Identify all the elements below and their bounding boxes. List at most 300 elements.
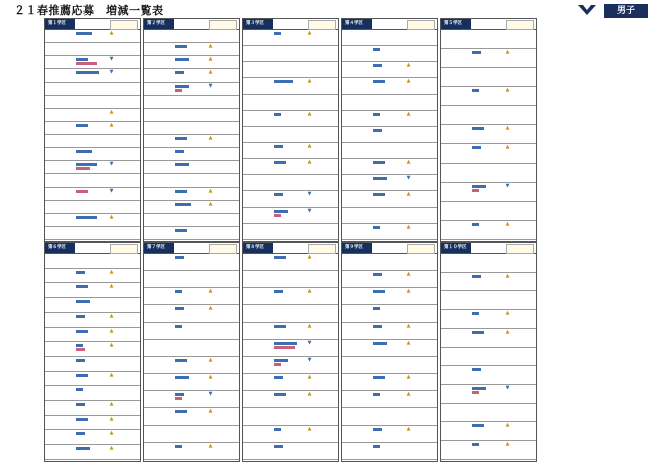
table-row — [144, 30, 239, 43]
up-arrow-icon: ▲ — [307, 110, 312, 117]
table-row — [45, 313, 140, 328]
table-row — [441, 310, 536, 329]
table-row — [342, 127, 437, 143]
panel-header — [45, 243, 140, 254]
increase-bar — [76, 432, 85, 435]
table-row — [45, 342, 140, 357]
table-row — [45, 416, 140, 431]
table-row — [144, 391, 239, 408]
up-arrow-icon: ▲ — [109, 312, 114, 319]
increase-bar — [274, 445, 283, 448]
table-row — [342, 95, 437, 111]
increase-bar — [76, 124, 87, 127]
panel-rows — [144, 254, 239, 461]
panel-rows — [243, 30, 338, 241]
table-row — [144, 161, 239, 174]
page-title: ２１春推薦応募 増減一覧表 — [14, 4, 164, 17]
table-row — [342, 46, 437, 62]
district-panel — [242, 242, 339, 462]
table-row — [243, 426, 338, 443]
panel-legend-box — [209, 244, 238, 254]
up-arrow-icon: ▲ — [505, 422, 510, 429]
increase-bar — [373, 80, 384, 83]
table-row — [144, 357, 239, 374]
increase-bar — [175, 85, 189, 88]
table-row — [45, 269, 140, 284]
panel-rows — [342, 30, 437, 241]
table-row — [45, 401, 140, 416]
up-arrow-icon: ▲ — [406, 391, 411, 398]
table-row — [243, 391, 338, 408]
table-row — [441, 164, 536, 183]
up-arrow-icon: ▲ — [109, 371, 114, 378]
up-arrow-icon: ▲ — [208, 408, 213, 415]
panel-rows — [243, 254, 338, 461]
increase-bar — [373, 129, 382, 132]
up-arrow-icon: ▲ — [505, 125, 510, 132]
panel-header — [441, 243, 536, 254]
table-row — [144, 443, 239, 460]
increase-bar — [76, 418, 87, 421]
table-row — [144, 148, 239, 161]
table-row — [342, 374, 437, 391]
increase-bar — [175, 307, 184, 310]
up-arrow-icon: ▲ — [109, 283, 114, 290]
table-row — [144, 305, 239, 322]
panel-header — [144, 243, 239, 254]
table-row — [441, 422, 536, 441]
table-row — [342, 191, 437, 207]
table-row — [441, 144, 536, 163]
panel-title: 第６学区 — [45, 243, 75, 253]
up-arrow-icon: ▲ — [208, 356, 213, 363]
up-arrow-icon: ▲ — [505, 328, 510, 335]
up-arrow-icon: ▲ — [505, 441, 510, 448]
increase-bar — [76, 71, 99, 74]
table-row — [45, 148, 140, 161]
increase-bar — [373, 445, 380, 448]
up-arrow-icon: ▲ — [307, 391, 312, 398]
increase-bar — [274, 393, 285, 396]
increase-bar — [373, 325, 382, 328]
increase-bar — [274, 256, 285, 259]
table-row — [243, 62, 338, 78]
panel-title: 第１学区 — [45, 19, 75, 29]
up-arrow-icon: ▲ — [505, 144, 510, 151]
increase-bar — [373, 307, 380, 310]
table-row — [243, 143, 338, 159]
panel-legend-box — [506, 20, 535, 30]
increase-bar — [76, 344, 83, 347]
table-row — [441, 183, 536, 202]
increase-bar — [472, 185, 486, 188]
up-arrow-icon: ▲ — [406, 191, 411, 198]
panel-title: 第２学区 — [144, 19, 174, 29]
down-arrow-icon: ▼ — [109, 69, 114, 76]
table-row — [243, 111, 338, 127]
down-arrow-icon: ▼ — [406, 175, 411, 182]
table-row — [45, 227, 140, 240]
up-arrow-icon: ▲ — [208, 288, 213, 295]
increase-bar — [76, 447, 90, 450]
table-row — [342, 271, 437, 288]
increase-bar — [472, 89, 479, 92]
table-row — [144, 56, 239, 69]
increase-bar — [373, 393, 380, 396]
increase-bar — [76, 315, 85, 318]
increase-bar — [274, 376, 283, 379]
table-row — [144, 83, 239, 96]
up-arrow-icon: ▲ — [505, 272, 510, 279]
increase-bar — [373, 64, 382, 67]
increase-bar — [175, 359, 186, 362]
table-row — [243, 443, 338, 460]
decrease-bar — [76, 348, 85, 351]
increase-bar — [175, 376, 189, 379]
down-arrow-icon: ▼ — [208, 391, 213, 398]
increase-bar — [175, 393, 184, 396]
table-row — [441, 348, 536, 367]
district-panel — [341, 18, 438, 242]
table-row — [45, 445, 140, 460]
table-row — [441, 329, 536, 348]
increase-bar — [175, 229, 186, 232]
table-row — [342, 159, 437, 175]
table-row — [45, 430, 140, 445]
table-row — [144, 69, 239, 82]
increase-bar — [274, 113, 281, 116]
panel-header — [441, 19, 536, 30]
increase-bar — [472, 387, 486, 390]
down-arrow-icon: ▼ — [307, 207, 312, 214]
up-arrow-icon: ▲ — [109, 342, 114, 349]
increase-bar — [274, 428, 281, 431]
table-row — [144, 214, 239, 227]
up-arrow-icon: ▲ — [208, 43, 213, 50]
up-arrow-icon: ▲ — [406, 322, 411, 329]
increase-bar — [76, 58, 87, 61]
increase-bar — [373, 113, 380, 116]
decrease-bar — [472, 391, 479, 394]
up-arrow-icon: ▲ — [208, 200, 213, 207]
decrease-bar — [274, 346, 295, 349]
panel-rows — [441, 30, 536, 241]
table-row — [144, 271, 239, 288]
table-row — [45, 372, 140, 387]
increase-bar — [373, 226, 380, 229]
district-panel — [44, 242, 141, 462]
table-row — [441, 404, 536, 423]
down-arrow-icon: ▼ — [109, 161, 114, 168]
down-arrow-icon: ▼ — [307, 339, 312, 346]
increase-bar — [274, 359, 288, 362]
table-row — [144, 408, 239, 425]
table-row — [45, 201, 140, 214]
up-arrow-icon: ▲ — [208, 374, 213, 381]
table-row — [144, 340, 239, 357]
table-row — [243, 46, 338, 62]
up-arrow-icon: ▲ — [109, 121, 114, 128]
decrease-bar — [274, 363, 281, 366]
panel-rows — [342, 254, 437, 461]
increase-bar — [175, 150, 184, 153]
increase-bar — [274, 145, 283, 148]
table-row — [342, 323, 437, 340]
table-row — [441, 68, 536, 87]
table-row — [441, 441, 536, 460]
up-arrow-icon: ▲ — [307, 425, 312, 432]
table-row — [441, 385, 536, 404]
table-row — [45, 161, 140, 174]
table-row — [441, 49, 536, 68]
table-row — [45, 109, 140, 122]
up-arrow-icon: ▲ — [406, 288, 411, 295]
panel-rows — [45, 30, 140, 241]
table-row — [441, 254, 536, 273]
district-panel — [143, 242, 240, 462]
table-row — [441, 87, 536, 106]
increase-bar — [175, 410, 186, 413]
up-arrow-icon: ▲ — [307, 288, 312, 295]
increase-bar — [76, 374, 87, 377]
down-arrow-icon: ▼ — [109, 56, 114, 63]
increase-bar — [373, 177, 387, 180]
up-arrow-icon: ▲ — [109, 415, 114, 422]
table-row — [45, 188, 140, 201]
table-row — [45, 56, 140, 69]
up-arrow-icon: ▲ — [307, 322, 312, 329]
district-panel — [242, 18, 339, 242]
down-arrow-icon: ▼ — [505, 182, 510, 189]
increase-bar — [76, 163, 97, 166]
table-row — [144, 374, 239, 391]
increase-bar — [472, 424, 483, 427]
increase-bar — [274, 32, 281, 35]
table-row — [45, 254, 140, 269]
table-row — [144, 96, 239, 109]
table-row — [342, 305, 437, 322]
crest-logo-icon — [577, 4, 597, 16]
increase-bar — [76, 300, 90, 303]
up-arrow-icon: ▲ — [109, 213, 114, 220]
table-row — [144, 227, 239, 240]
table-row — [243, 408, 338, 425]
increase-bar — [274, 290, 283, 293]
panel-header — [342, 19, 437, 30]
increase-bar — [175, 137, 186, 140]
up-arrow-icon: ▲ — [505, 220, 510, 227]
increase-bar — [472, 275, 481, 278]
panel-legend-box — [407, 244, 436, 254]
up-arrow-icon: ▲ — [208, 69, 213, 76]
table-row — [342, 208, 437, 224]
table-row — [45, 30, 140, 43]
district-panel — [143, 18, 240, 242]
district-panel — [440, 242, 537, 462]
up-arrow-icon: ▲ — [109, 430, 114, 437]
down-arrow-icon: ▼ — [307, 191, 312, 198]
up-arrow-icon: ▲ — [307, 374, 312, 381]
panel-legend-box — [308, 20, 337, 30]
gender-badge: 男子 — [604, 4, 648, 18]
increase-bar — [373, 193, 384, 196]
decrease-bar — [76, 62, 97, 65]
increase-bar — [175, 58, 189, 61]
increase-bar — [274, 210, 288, 213]
table-row — [45, 328, 140, 343]
up-arrow-icon: ▲ — [406, 271, 411, 278]
district-panel — [440, 18, 537, 242]
table-row — [441, 30, 536, 49]
table-row — [45, 283, 140, 298]
increase-bar — [472, 312, 479, 315]
increase-bar — [175, 256, 184, 259]
table-row — [243, 30, 338, 46]
increase-bar — [274, 161, 285, 164]
up-arrow-icon: ▲ — [406, 425, 411, 432]
panel-legend-box — [506, 244, 535, 254]
up-arrow-icon: ▲ — [109, 327, 114, 334]
table-row — [243, 374, 338, 391]
district-panel — [341, 242, 438, 462]
increase-bar — [175, 445, 182, 448]
table-row — [243, 191, 338, 207]
table-row — [144, 43, 239, 56]
panel-rows — [144, 30, 239, 241]
table-row — [243, 340, 338, 357]
panel-legend-box — [407, 20, 436, 30]
table-row — [243, 224, 338, 240]
table-row — [441, 291, 536, 310]
increase-bar — [76, 32, 92, 35]
increase-bar — [274, 325, 285, 328]
up-arrow-icon: ▲ — [406, 62, 411, 69]
increase-bar — [76, 285, 87, 288]
increase-bar — [76, 216, 97, 219]
decrease-bar — [76, 190, 87, 193]
panel-title: 第９学区 — [342, 243, 372, 253]
panel-title: 第４学区 — [342, 19, 372, 29]
decrease-bar — [175, 397, 182, 400]
panel-header — [342, 243, 437, 254]
increase-bar — [175, 163, 189, 166]
table-row — [441, 125, 536, 144]
increase-bar — [373, 342, 387, 345]
increase-bar — [175, 203, 191, 206]
table-row — [342, 391, 437, 408]
up-arrow-icon: ▲ — [109, 30, 114, 36]
increase-bar — [175, 71, 184, 74]
table-row — [243, 254, 338, 271]
panel-legend-box — [110, 20, 139, 30]
table-row — [342, 357, 437, 374]
decrease-bar — [76, 167, 90, 170]
table-row — [243, 208, 338, 224]
up-arrow-icon: ▲ — [505, 49, 510, 56]
table-row — [144, 323, 239, 340]
table-row — [342, 340, 437, 357]
increase-bar — [373, 273, 382, 276]
up-arrow-icon: ▲ — [208, 442, 213, 449]
table-row — [144, 122, 239, 135]
increase-bar — [76, 330, 87, 333]
decrease-bar — [274, 214, 281, 217]
table-row — [144, 254, 239, 271]
increase-bar — [373, 376, 384, 379]
up-arrow-icon: ▲ — [406, 339, 411, 346]
up-arrow-icon: ▲ — [307, 142, 312, 149]
table-row — [342, 78, 437, 94]
up-arrow-icon: ▲ — [208, 56, 213, 63]
table-row — [45, 386, 140, 401]
table-row — [45, 357, 140, 372]
table-row — [243, 127, 338, 143]
up-arrow-icon: ▲ — [208, 305, 213, 312]
table-row — [45, 174, 140, 187]
table-row — [441, 221, 536, 240]
table-row — [45, 214, 140, 227]
table-row — [243, 78, 338, 94]
table-row — [243, 271, 338, 288]
table-row — [45, 96, 140, 109]
increase-bar — [274, 342, 297, 345]
table-row — [243, 159, 338, 175]
increase-bar — [76, 150, 92, 153]
panel-header — [45, 19, 140, 30]
increase-bar — [472, 146, 481, 149]
increase-bar — [274, 80, 292, 83]
down-arrow-icon: ▼ — [208, 82, 213, 89]
increase-bar — [274, 193, 283, 196]
panel-rows — [45, 254, 140, 461]
panel-header — [144, 19, 239, 30]
decrease-bar — [472, 189, 479, 192]
table-row — [441, 202, 536, 221]
increase-bar — [76, 271, 85, 274]
panel-title: 第７学区 — [144, 243, 174, 253]
table-row — [45, 298, 140, 313]
table-row — [342, 288, 437, 305]
up-arrow-icon: ▲ — [109, 108, 114, 115]
increase-bar — [472, 368, 481, 371]
up-arrow-icon: ▲ — [406, 223, 411, 230]
increase-bar — [175, 190, 186, 193]
table-row — [243, 288, 338, 305]
down-arrow-icon: ▼ — [307, 356, 312, 363]
increase-bar — [472, 223, 479, 226]
up-arrow-icon: ▲ — [208, 187, 213, 194]
up-arrow-icon: ▲ — [109, 445, 114, 452]
up-arrow-icon: ▲ — [505, 87, 510, 94]
increase-bar — [373, 290, 384, 293]
table-row — [243, 323, 338, 340]
panel-title: 第１０学区 — [441, 243, 471, 253]
increase-bar — [76, 403, 85, 406]
increase-bar — [472, 331, 483, 334]
increase-bar — [175, 325, 182, 328]
table-row — [441, 366, 536, 385]
table-row — [342, 254, 437, 271]
up-arrow-icon: ▲ — [406, 110, 411, 117]
table-row — [243, 175, 338, 191]
table-row — [342, 143, 437, 159]
panel-title: 第３学区 — [243, 19, 273, 29]
table-row — [342, 111, 437, 127]
increase-bar — [76, 359, 85, 362]
increase-bar — [175, 290, 182, 293]
panel-header — [243, 19, 338, 30]
panel-legend-box — [110, 244, 139, 254]
